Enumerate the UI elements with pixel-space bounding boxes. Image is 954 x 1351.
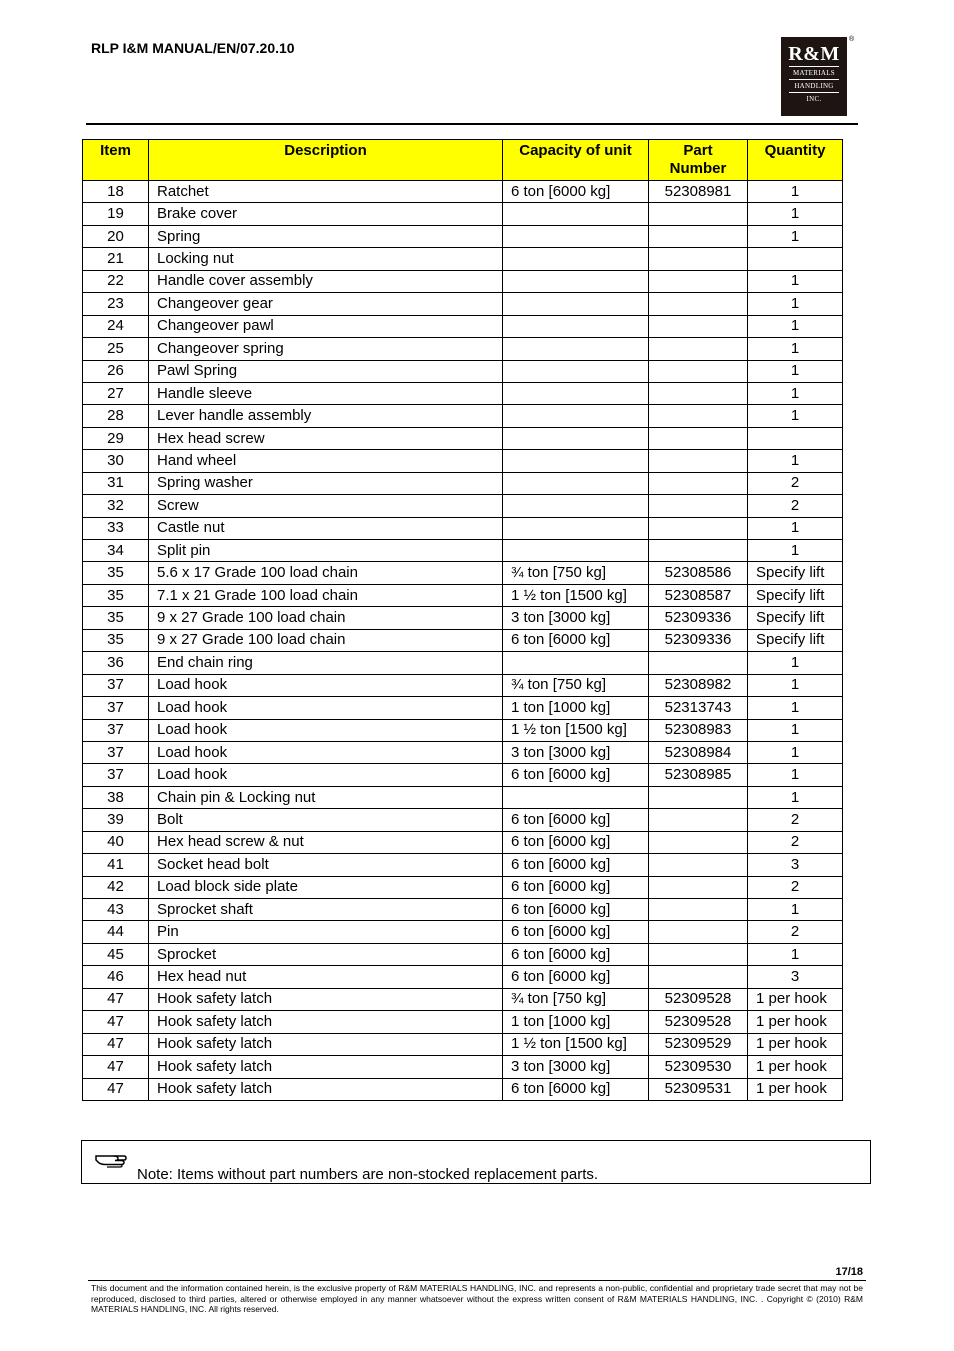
table-row bbox=[83, 741, 843, 763]
cell-quantity: 1 bbox=[748, 181, 843, 203]
cell-item: 35 bbox=[83, 562, 149, 584]
cell-quantity: 1 per hook bbox=[748, 1078, 843, 1100]
logo-line-1: MATERIALS bbox=[793, 69, 835, 77]
cell-quantity: 1 per hook bbox=[748, 1056, 843, 1078]
cell-item: 28 bbox=[83, 405, 149, 427]
cell-part-number bbox=[649, 876, 748, 898]
parts-table-body bbox=[83, 181, 843, 1101]
cell-capacity: 3 ton [3000 kg] bbox=[503, 741, 649, 763]
cell-part-number bbox=[649, 652, 748, 674]
logo-divider bbox=[789, 79, 839, 80]
column-header-part-number: Part Number bbox=[649, 140, 748, 181]
cell-description: Spring washer bbox=[149, 472, 503, 494]
cell-part-number bbox=[649, 382, 748, 404]
cell-item: 39 bbox=[83, 809, 149, 831]
cell-item: 24 bbox=[83, 315, 149, 337]
cell-description: Hook safety latch bbox=[149, 988, 503, 1010]
cell-capacity bbox=[503, 427, 649, 449]
cell-capacity: 6 ton [6000 kg] bbox=[503, 966, 649, 988]
cell-item: 47 bbox=[83, 1078, 149, 1100]
cell-part-number bbox=[649, 472, 748, 494]
cell-part-number: 52309529 bbox=[649, 1033, 748, 1055]
table-row bbox=[83, 562, 843, 584]
cell-quantity: 1 per hook bbox=[748, 1011, 843, 1033]
table-row bbox=[83, 966, 843, 988]
company-logo bbox=[781, 37, 847, 116]
cell-capacity: 6 ton [6000 kg] bbox=[503, 899, 649, 921]
table-row bbox=[83, 943, 843, 965]
table-row bbox=[83, 809, 843, 831]
logo-divider bbox=[789, 66, 839, 67]
page-number: 17/18 bbox=[835, 1266, 863, 1278]
cell-quantity: 2 bbox=[748, 876, 843, 898]
table-row bbox=[83, 629, 843, 651]
cell-capacity: 6 ton [6000 kg] bbox=[503, 876, 649, 898]
cell-item: 45 bbox=[83, 943, 149, 965]
cell-capacity: 6 ton [6000 kg] bbox=[503, 831, 649, 853]
cell-part-number bbox=[649, 943, 748, 965]
cell-part-number bbox=[649, 338, 748, 360]
table-row bbox=[83, 988, 843, 1010]
cell-part-number: 52309528 bbox=[649, 1011, 748, 1033]
cell-item: 35 bbox=[83, 584, 149, 606]
cell-capacity bbox=[503, 517, 649, 539]
cell-item: 47 bbox=[83, 1011, 149, 1033]
cell-part-number bbox=[649, 405, 748, 427]
table-row bbox=[83, 876, 843, 898]
cell-quantity: 2 bbox=[748, 472, 843, 494]
cell-part-number bbox=[649, 540, 748, 562]
column-header-capacity: Capacity of unit bbox=[503, 140, 649, 181]
cell-quantity: 3 bbox=[748, 966, 843, 988]
cell-capacity: 6 ton [6000 kg] bbox=[503, 943, 649, 965]
cell-item: 46 bbox=[83, 966, 149, 988]
table-row bbox=[83, 652, 843, 674]
cell-description: Load hook bbox=[149, 764, 503, 786]
cell-quantity: 1 bbox=[748, 540, 843, 562]
cell-item: 20 bbox=[83, 225, 149, 247]
table-row bbox=[83, 697, 843, 719]
column-header-quantity: Quantity bbox=[748, 140, 843, 181]
cell-description: Load hook bbox=[149, 697, 503, 719]
cell-quantity: Specify lift bbox=[748, 584, 843, 606]
cell-part-number: 52308587 bbox=[649, 584, 748, 606]
cell-description: Hex head screw bbox=[149, 427, 503, 449]
cell-capacity: 6 ton [6000 kg] bbox=[503, 181, 649, 203]
cell-item: 21 bbox=[83, 248, 149, 270]
cell-quantity: 1 bbox=[748, 338, 843, 360]
cell-description: Spring bbox=[149, 225, 503, 247]
cell-part-number: 52308982 bbox=[649, 674, 748, 696]
cell-quantity: 1 bbox=[748, 382, 843, 404]
cell-quantity: 3 bbox=[748, 854, 843, 876]
cell-item: 22 bbox=[83, 270, 149, 292]
table-row bbox=[83, 584, 843, 606]
cell-item: 29 bbox=[83, 427, 149, 449]
cell-quantity: 1 bbox=[748, 786, 843, 808]
cell-item: 37 bbox=[83, 674, 149, 696]
cell-quantity: 1 bbox=[748, 315, 843, 337]
cell-capacity: 6 ton [6000 kg] bbox=[503, 921, 649, 943]
cell-item: 27 bbox=[83, 382, 149, 404]
table-row bbox=[83, 248, 843, 270]
cell-quantity: 1 bbox=[748, 405, 843, 427]
cell-item: 18 bbox=[83, 181, 149, 203]
cell-capacity bbox=[503, 540, 649, 562]
cell-part-number bbox=[649, 450, 748, 472]
cell-quantity: 1 per hook bbox=[748, 988, 843, 1010]
cell-description: Chain pin & Locking nut bbox=[149, 786, 503, 808]
cell-capacity: ¾ ton [750 kg] bbox=[503, 988, 649, 1010]
cell-description: Load block side plate bbox=[149, 876, 503, 898]
cell-part-number: 52308586 bbox=[649, 562, 748, 584]
cell-capacity: 6 ton [6000 kg] bbox=[503, 809, 649, 831]
cell-part-number bbox=[649, 293, 748, 315]
note-text: Note: Items without part numbers are non-stocked replacement parts. bbox=[137, 1166, 599, 1183]
cell-part-number bbox=[649, 899, 748, 921]
cell-part-number: 52309528 bbox=[649, 988, 748, 1010]
cell-item: 37 bbox=[83, 719, 149, 741]
cell-capacity: 6 ton [6000 kg] bbox=[503, 1078, 649, 1100]
footer-divider bbox=[88, 1280, 866, 1281]
cell-quantity: 1 bbox=[748, 517, 843, 539]
cell-quantity bbox=[748, 427, 843, 449]
cell-item: 30 bbox=[83, 450, 149, 472]
cell-description: Hook safety latch bbox=[149, 1011, 503, 1033]
logo-line-3: INC. bbox=[806, 95, 822, 103]
document-id: RLP I&M MANUAL/EN/07.20.10 bbox=[91, 40, 295, 56]
cell-quantity: 1 bbox=[748, 943, 843, 965]
table-row bbox=[83, 338, 843, 360]
cell-item: 32 bbox=[83, 495, 149, 517]
cell-part-number bbox=[649, 270, 748, 292]
table-row bbox=[83, 382, 843, 404]
cell-part-number bbox=[649, 360, 748, 382]
cell-item: 36 bbox=[83, 652, 149, 674]
cell-description: Screw bbox=[149, 495, 503, 517]
table-row bbox=[83, 607, 843, 629]
cell-description: 9 x 27 Grade 100 load chain bbox=[149, 607, 503, 629]
table-row bbox=[83, 270, 843, 292]
cell-description: Split pin bbox=[149, 540, 503, 562]
cell-description: Sprocket bbox=[149, 943, 503, 965]
table-row bbox=[83, 203, 843, 225]
table-row bbox=[83, 719, 843, 741]
cell-item: 38 bbox=[83, 786, 149, 808]
cell-item: 31 bbox=[83, 472, 149, 494]
cell-capacity: 6 ton [6000 kg] bbox=[503, 629, 649, 651]
cell-capacity bbox=[503, 495, 649, 517]
cell-description: 7.1 x 21 Grade 100 load chain bbox=[149, 584, 503, 606]
table-row bbox=[83, 472, 843, 494]
cell-capacity bbox=[503, 225, 649, 247]
cell-part-number bbox=[649, 786, 748, 808]
cell-description: Pin bbox=[149, 921, 503, 943]
cell-item: 43 bbox=[83, 899, 149, 921]
cell-description: Hook safety latch bbox=[149, 1056, 503, 1078]
table-row bbox=[83, 921, 843, 943]
cell-item: 35 bbox=[83, 629, 149, 651]
cell-quantity: Specify lift bbox=[748, 562, 843, 584]
cell-capacity bbox=[503, 203, 649, 225]
cell-capacity: 1 ½ ton [1500 kg] bbox=[503, 719, 649, 741]
cell-item: 35 bbox=[83, 607, 149, 629]
table-row bbox=[83, 854, 843, 876]
cell-description: Hand wheel bbox=[149, 450, 503, 472]
cell-capacity bbox=[503, 472, 649, 494]
cell-quantity: 1 bbox=[748, 719, 843, 741]
cell-part-number bbox=[649, 495, 748, 517]
cell-capacity bbox=[503, 360, 649, 382]
cell-part-number bbox=[649, 831, 748, 853]
cell-capacity bbox=[503, 382, 649, 404]
cell-capacity: 6 ton [6000 kg] bbox=[503, 854, 649, 876]
cell-capacity: ¾ ton [750 kg] bbox=[503, 674, 649, 696]
table-row bbox=[83, 786, 843, 808]
cell-quantity: 1 bbox=[748, 203, 843, 225]
cell-capacity bbox=[503, 338, 649, 360]
cell-item: 40 bbox=[83, 831, 149, 853]
cell-item: 47 bbox=[83, 988, 149, 1010]
cell-item: 37 bbox=[83, 741, 149, 763]
cell-quantity: 2 bbox=[748, 495, 843, 517]
cell-quantity: 1 bbox=[748, 225, 843, 247]
cell-part-number: 52309531 bbox=[649, 1078, 748, 1100]
cell-capacity: 1 ½ ton [1500 kg] bbox=[503, 1033, 649, 1055]
pointing-hand-icon bbox=[94, 1150, 128, 1172]
table-row bbox=[83, 495, 843, 517]
cell-quantity: 1 bbox=[748, 652, 843, 674]
cell-part-number bbox=[649, 809, 748, 831]
cell-description: Hook safety latch bbox=[149, 1033, 503, 1055]
cell-quantity: 1 bbox=[748, 450, 843, 472]
cell-item: 37 bbox=[83, 697, 149, 719]
cell-description: Handle sleeve bbox=[149, 382, 503, 404]
cell-description: Hook safety latch bbox=[149, 1078, 503, 1100]
cell-quantity: 1 bbox=[748, 899, 843, 921]
cell-part-number: 52308983 bbox=[649, 719, 748, 741]
cell-description: Load hook bbox=[149, 674, 503, 696]
cell-part-number bbox=[649, 315, 748, 337]
cell-description: 5.6 x 17 Grade 100 load chain bbox=[149, 562, 503, 584]
table-row bbox=[83, 450, 843, 472]
cell-item: 42 bbox=[83, 876, 149, 898]
cell-item: 47 bbox=[83, 1056, 149, 1078]
table-row bbox=[83, 674, 843, 696]
cell-description: Ratchet bbox=[149, 181, 503, 203]
cell-part-number bbox=[649, 427, 748, 449]
cell-capacity bbox=[503, 248, 649, 270]
cell-quantity: Specify lift bbox=[748, 629, 843, 651]
cell-part-number: 52313743 bbox=[649, 697, 748, 719]
cell-part-number: 52308981 bbox=[649, 181, 748, 203]
cell-description: Lever handle assembly bbox=[149, 405, 503, 427]
cell-capacity bbox=[503, 405, 649, 427]
table-row bbox=[83, 181, 843, 203]
table-row bbox=[83, 293, 843, 315]
cell-capacity: 1 ton [1000 kg] bbox=[503, 697, 649, 719]
table-header-row bbox=[83, 140, 843, 181]
cell-quantity: 1 bbox=[748, 674, 843, 696]
column-header-description: Description bbox=[149, 140, 503, 181]
cell-capacity: 3 ton [3000 kg] bbox=[503, 607, 649, 629]
cell-item: 37 bbox=[83, 764, 149, 786]
table-row bbox=[83, 764, 843, 786]
parts-table bbox=[82, 139, 843, 1101]
table-row bbox=[83, 315, 843, 337]
cell-item: 41 bbox=[83, 854, 149, 876]
cell-capacity bbox=[503, 652, 649, 674]
cell-description: Castle nut bbox=[149, 517, 503, 539]
table-row bbox=[83, 899, 843, 921]
cell-capacity bbox=[503, 315, 649, 337]
confidentiality-footer: This document and the information contained herein, is the exclusive property of R&M MATERIALS HANDLING, INC. and represents a non-public, confidential and proprietary trade secret that may not be reproduced, disclosed to third parties, altered or otherwise employed in any manner whatsoever without the express written consent of R&M MATERIALS HANDLING, INC. . Copyright © (2010) R&M MATERIALS HANDLING, INC. All rights reserved. bbox=[91, 1283, 863, 1314]
table-row bbox=[83, 225, 843, 247]
cell-capacity: 1 ton [1000 kg] bbox=[503, 1011, 649, 1033]
cell-quantity: 2 bbox=[748, 921, 843, 943]
cell-part-number: 52308985 bbox=[649, 764, 748, 786]
cell-description: Pawl Spring bbox=[149, 360, 503, 382]
cell-quantity: 1 bbox=[748, 741, 843, 763]
logo-line-2: HANDLING bbox=[794, 82, 834, 90]
cell-description: Handle cover assembly bbox=[149, 270, 503, 292]
cell-part-number bbox=[649, 203, 748, 225]
table-row bbox=[83, 517, 843, 539]
cell-item: 25 bbox=[83, 338, 149, 360]
cell-capacity: 3 ton [3000 kg] bbox=[503, 1056, 649, 1078]
cell-description: Load hook bbox=[149, 719, 503, 741]
cell-description: Brake cover bbox=[149, 203, 503, 225]
cell-quantity: 2 bbox=[748, 809, 843, 831]
cell-description: Changeover gear bbox=[149, 293, 503, 315]
logo-main-text: R&M bbox=[788, 43, 840, 65]
table-row bbox=[83, 405, 843, 427]
cell-capacity: 1 ½ ton [1500 kg] bbox=[503, 584, 649, 606]
cell-description: Locking nut bbox=[149, 248, 503, 270]
cell-description: Socket head bolt bbox=[149, 854, 503, 876]
cell-part-number: 52309530 bbox=[649, 1056, 748, 1078]
cell-item: 23 bbox=[83, 293, 149, 315]
cell-part-number: 52309336 bbox=[649, 629, 748, 651]
cell-part-number bbox=[649, 854, 748, 876]
cell-item: 26 bbox=[83, 360, 149, 382]
table-row bbox=[83, 1056, 843, 1078]
column-header-item: Item bbox=[83, 140, 149, 181]
cell-capacity bbox=[503, 270, 649, 292]
cell-part-number bbox=[649, 225, 748, 247]
cell-item: 33 bbox=[83, 517, 149, 539]
cell-quantity: 1 bbox=[748, 270, 843, 292]
cell-quantity: 1 bbox=[748, 764, 843, 786]
cell-capacity: ¾ ton [750 kg] bbox=[503, 562, 649, 584]
cell-quantity bbox=[748, 248, 843, 270]
cell-part-number bbox=[649, 517, 748, 539]
cell-item: 19 bbox=[83, 203, 149, 225]
cell-capacity bbox=[503, 293, 649, 315]
table-row bbox=[83, 1011, 843, 1033]
cell-capacity: 6 ton [6000 kg] bbox=[503, 764, 649, 786]
cell-item: 34 bbox=[83, 540, 149, 562]
cell-description: Changeover pawl bbox=[149, 315, 503, 337]
cell-description: Changeover spring bbox=[149, 338, 503, 360]
header-divider bbox=[86, 123, 858, 125]
cell-item: 47 bbox=[83, 1033, 149, 1055]
cell-description: Load hook bbox=[149, 741, 503, 763]
table-row bbox=[83, 831, 843, 853]
table-row bbox=[83, 427, 843, 449]
cell-description: End chain ring bbox=[149, 652, 503, 674]
cell-quantity: 1 bbox=[748, 360, 843, 382]
registered-mark: ® bbox=[849, 36, 855, 43]
cell-quantity: 2 bbox=[748, 831, 843, 853]
cell-quantity: 1 bbox=[748, 697, 843, 719]
cell-description: Hex head nut bbox=[149, 966, 503, 988]
cell-part-number bbox=[649, 966, 748, 988]
cell-quantity: Specify lift bbox=[748, 607, 843, 629]
cell-description: Bolt bbox=[149, 809, 503, 831]
cell-quantity: 1 bbox=[748, 293, 843, 315]
cell-part-number: 52309336 bbox=[649, 607, 748, 629]
cell-quantity: 1 per hook bbox=[748, 1033, 843, 1055]
cell-capacity bbox=[503, 450, 649, 472]
table-row bbox=[83, 1033, 843, 1055]
cell-capacity bbox=[503, 786, 649, 808]
note-box bbox=[81, 1140, 871, 1184]
cell-item: 44 bbox=[83, 921, 149, 943]
table-row bbox=[83, 1078, 843, 1100]
cell-description: 9 x 27 Grade 100 load chain bbox=[149, 629, 503, 651]
logo-divider bbox=[789, 92, 839, 93]
cell-description: Sprocket shaft bbox=[149, 899, 503, 921]
cell-part-number bbox=[649, 921, 748, 943]
cell-description: Hex head screw & nut bbox=[149, 831, 503, 853]
table-row bbox=[83, 360, 843, 382]
table-row bbox=[83, 540, 843, 562]
cell-part-number bbox=[649, 248, 748, 270]
cell-part-number: 52308984 bbox=[649, 741, 748, 763]
